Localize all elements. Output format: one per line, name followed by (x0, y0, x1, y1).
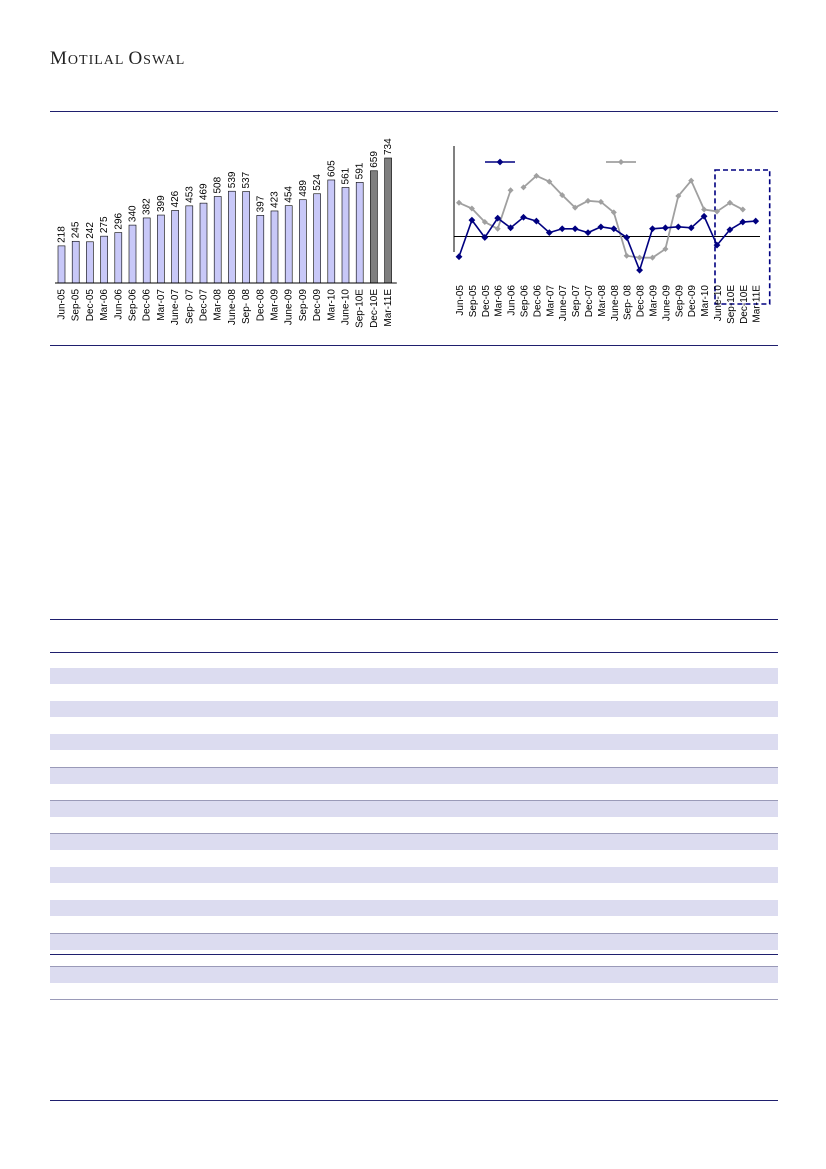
line-category-label: Sep-09 (674, 285, 686, 318)
bar-value-label: 539 (226, 171, 238, 189)
bar-category-label: Mar-11E (383, 289, 395, 327)
table-row (50, 784, 778, 801)
bar-value-label: 397 (255, 195, 267, 213)
table-row (50, 967, 778, 983)
header-rule (50, 111, 778, 112)
bar-category-label: Mar-10 (326, 289, 338, 321)
series-1-point (637, 255, 643, 261)
bar-June-08 (228, 191, 235, 283)
line-category-label: Jun-05 (455, 285, 466, 316)
table-row (50, 817, 778, 834)
line-category-label: Jun-06 (506, 285, 518, 316)
bar-value-label: 296 (113, 212, 125, 230)
series-0-point (752, 218, 759, 225)
table-row (50, 834, 778, 850)
bar-category-label: Sep-05 (70, 289, 82, 322)
line-category-label: Dec-07 (584, 285, 595, 318)
bar-Mar-09 (271, 211, 278, 283)
bar-June-09 (285, 206, 292, 283)
series-0-point (739, 219, 746, 226)
table-row (50, 718, 778, 735)
line-chart (440, 120, 778, 340)
bar-Dec-06 (143, 218, 150, 283)
table-row (50, 685, 778, 702)
table-row (50, 934, 778, 950)
table-bottom-rule (50, 954, 778, 955)
bar-category-label: Dec-10E (368, 289, 380, 328)
bar-value-label: 561 (340, 167, 352, 185)
table-row (50, 801, 778, 817)
series-1-line (524, 176, 743, 258)
bar-category-label: June-10 (340, 289, 352, 326)
bar-Mar-06 (101, 236, 108, 283)
table-row (50, 950, 778, 967)
line-category-label: Dec-05 (480, 285, 492, 318)
bar-value-label: 508 (212, 176, 224, 194)
line-category-label: Mar-07 (545, 285, 557, 317)
line-category-label: Sep-06 (519, 285, 531, 318)
logo-text-part: O (128, 48, 144, 69)
bar-value-label: 524 (312, 174, 324, 191)
bar-Dec-08 (257, 215, 264, 283)
bar-value-label: 218 (56, 226, 68, 243)
legend (485, 159, 636, 166)
bar-category-label: Dec-08 (255, 289, 267, 322)
bar-Sep-05 (72, 241, 79, 283)
bar-value-label: 734 (383, 138, 395, 155)
line-category-label: Dec-08 (635, 285, 647, 318)
series-0-point (649, 225, 656, 232)
bar-value-label: 340 (127, 205, 139, 223)
bar-value-label: 423 (269, 191, 281, 208)
bar-category-label: Jun-06 (113, 289, 125, 320)
bar-value-label: 605 (326, 160, 338, 177)
bar-value-label: 382 (141, 198, 153, 215)
series-0-point (572, 225, 579, 232)
series-0-point (585, 229, 592, 236)
series-0-point (598, 223, 605, 230)
line-category-label: Mar-09 (648, 285, 660, 317)
bar-value-label: 489 (297, 180, 309, 197)
bar-value-label: 591 (354, 162, 366, 180)
bar-category-label: Mar-08 (212, 289, 224, 321)
table-row (50, 900, 778, 916)
bar-category-label: June-07 (170, 289, 182, 326)
bar-category-label: Mar-07 (155, 289, 167, 321)
series-1-point (456, 200, 462, 206)
table-row (50, 734, 778, 750)
bar-Dec-07 (200, 203, 207, 283)
bar-value-label: 399 (155, 195, 167, 213)
table-header-rule (50, 652, 778, 653)
bar-value-label: 242 (84, 222, 96, 239)
series-0-point (456, 253, 463, 260)
series-0-point (559, 225, 566, 232)
line-category-label: June-08 (609, 285, 621, 322)
line-category-label: Sep-07 (571, 285, 583, 318)
bar-Sep- 08 (243, 192, 250, 283)
table-top-rule (50, 619, 778, 620)
line-category-label: June-10 (713, 285, 724, 322)
bar-category-label: Sep-06 (127, 289, 139, 322)
bar-June-10 (342, 187, 349, 283)
table-row (50, 751, 778, 768)
line-category-label: Mar-10 (700, 285, 712, 317)
table-row (50, 701, 778, 717)
bar-chart (50, 120, 410, 340)
bar-Mar-10 (328, 180, 335, 283)
line-category-label: Mar-08 (596, 285, 608, 317)
table-row (50, 867, 778, 883)
series-0-point (636, 267, 643, 274)
bar-Jun-05 (58, 246, 65, 283)
bar-value-label: 245 (70, 221, 82, 239)
bar-value-label: 453 (184, 186, 196, 203)
bar-category-label: Dec-06 (141, 289, 153, 322)
bar-category-label: Dec-05 (84, 289, 96, 322)
bar-category-label: Dec-09 (312, 289, 324, 322)
bar-value-label: 275 (99, 216, 111, 234)
series-0-point (675, 223, 682, 230)
logo-text-part: M (50, 48, 68, 69)
bar-category-label: Sep- 07 (184, 289, 196, 325)
bar-category-label: Jun-05 (56, 289, 68, 320)
bar-value-label: 537 (241, 171, 253, 189)
line-category-label: Mar-06 (493, 285, 505, 317)
logo-text-part: OTILAL (67, 53, 129, 68)
bar-Sep-09 (299, 200, 306, 283)
line-category-label: Dec-09 (687, 285, 699, 318)
series-0-point (662, 224, 669, 231)
bar-Dec-05 (86, 242, 93, 283)
bar-Mar-11E (385, 158, 392, 283)
series-1-point (508, 187, 514, 193)
table-row (50, 983, 778, 1000)
bar-Dec-09 (314, 194, 321, 283)
legend-secondary-marker (618, 159, 624, 165)
bar-category-label: Sep- 08 (241, 289, 253, 325)
bar-category-label: June-08 (226, 289, 238, 326)
footer-rule (50, 1100, 778, 1101)
series-0-line (459, 216, 756, 270)
bar-Mar-07 (157, 215, 164, 283)
line-category-label: Dec-06 (532, 285, 544, 318)
bar-Mar-08 (214, 196, 221, 283)
line-category-label: Sep-10E (725, 285, 737, 324)
table-row (50, 884, 778, 901)
table-row (50, 668, 778, 684)
line-category-label: Mar-11E (751, 285, 763, 323)
legend-primary-marker (497, 159, 504, 166)
line-category-label: Sep- 08 (622, 285, 634, 321)
line-category-label: June-07 (558, 285, 570, 322)
line-category-label: Sep-05 (467, 285, 479, 318)
logo-text-part: SWAL (143, 53, 186, 68)
table-row (50, 768, 778, 784)
bar-category-label: Mar-06 (99, 289, 111, 321)
bar-Sep- 07 (186, 206, 193, 283)
bar-Jun-06 (115, 233, 122, 283)
charts-bottom-rule (50, 345, 778, 346)
bar-value-label: 454 (283, 185, 295, 203)
bar-category-label: Mar-09 (269, 289, 281, 321)
line-category-label: June-09 (661, 285, 673, 322)
bar-category-label: Sep-10E (354, 289, 366, 328)
line-category-label: Dec-10E (738, 285, 750, 324)
company-logo (50, 48, 185, 70)
bar-Dec-10E (370, 171, 377, 283)
bar-Sep-06 (129, 225, 136, 283)
bar-category-label: Dec-07 (198, 289, 210, 322)
series-1-point (624, 253, 630, 259)
bar-Sep-10E (356, 182, 363, 283)
table-row (50, 851, 778, 868)
bar-category-label: June-09 (283, 289, 295, 326)
series-1-point (701, 207, 707, 213)
bar-category-label: Sep-09 (297, 289, 309, 322)
bar-June-07 (172, 210, 179, 283)
table-row (50, 917, 778, 934)
bar-value-label: 659 (368, 151, 380, 168)
bar-value-label: 426 (170, 190, 182, 208)
bar-value-label: 469 (198, 183, 210, 201)
